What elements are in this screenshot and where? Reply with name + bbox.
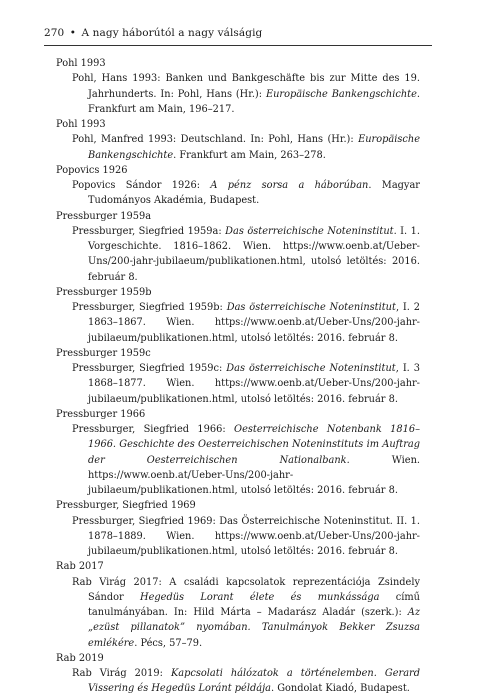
reference-text: Popovics Sándor 1926: bbox=[72, 180, 211, 191]
reference-text: Rab Virág 2019: bbox=[72, 668, 171, 679]
reference-text: . Frankfurt am Main, 196–217. bbox=[88, 88, 420, 115]
reference-text: . Pécs, 57–79. bbox=[134, 637, 203, 649]
reference-title-italic: Hegedüs Lorant élete és munkássága bbox=[140, 591, 380, 603]
reference-title-italic: A pénz sorsa a háborúban bbox=[210, 180, 369, 191]
reference-text: Pressburger, Siegfried 1959b: bbox=[72, 302, 227, 313]
reference-key: Pressburger 1959c bbox=[56, 347, 151, 359]
reference-text: . Magyar Tudományos Akadémia, Budapest. bbox=[88, 180, 420, 207]
reference-title-italic: Das österreichische Noteninstitut bbox=[226, 302, 396, 313]
reference-title-italic: Das österreichische Noteninstitut bbox=[225, 225, 394, 237]
reference-entry bbox=[56, 300, 420, 346]
reference-key: Popovics 1926 bbox=[56, 164, 128, 176]
reference-text: . Gondolat Kiadó, Budapest. bbox=[270, 683, 410, 695]
reference-entry bbox=[56, 361, 420, 407]
running-title: A nagy háborútól a nagy válságig bbox=[81, 27, 263, 39]
reference-key: Pressburger, Siegfried 1969 bbox=[56, 500, 196, 512]
reference-text: . I. 1. Vorgeschichte. 1816–1862. Wien. https://www.oenb.at/Ueber-Uns/200-jahr-jubilaeum/publikationen.html, utolsó letöltés: 2016. február 8. bbox=[88, 225, 420, 283]
reference-text: Pohl, Hans 1993: Banken und Bankgeschäfte bis zur Mitte des 19. Jahrhunderts. In: Pohl, Hans (Hr.): bbox=[72, 73, 420, 100]
header-separator: • bbox=[69, 27, 77, 39]
reference-entry bbox=[56, 132, 420, 163]
reference-key: Rab 2019 bbox=[56, 652, 104, 664]
reference-entry bbox=[56, 71, 420, 117]
reference-title-italic: Kapcsolati hálózatok a történelemben. Gerard Vissering és Hegedüs Loránt példája bbox=[88, 668, 420, 695]
reference-entry bbox=[56, 224, 420, 285]
reference-title-italic: Europäische Bankengschichte bbox=[88, 134, 420, 161]
reference-text: című tanulmányában. In: Hild Márta – Madarász Aladár (szerk.): bbox=[88, 591, 420, 618]
reference-entry bbox=[56, 666, 420, 697]
reference-text: . Wien. https://www.oenb.at/Ueber-Uns/200-jahr-jubilaeum/publikationen.html, utolsó letöltés: 2016. február 8. bbox=[88, 454, 420, 496]
reference-title-italic: Europäische Bankengschichte bbox=[265, 88, 417, 100]
running-header bbox=[44, 26, 432, 46]
reference-text: , I. 3 1868–1877. Wien. https://www.oenb.at/Ueber-Uns/200-jahr-jubilaeum/publikationen.html, utolsó letöltés: 2016. február 8. bbox=[88, 363, 421, 405]
reference-key: Pressburger 1966 bbox=[56, 408, 146, 420]
reference-title-italic: Az „ezüst pillanatok” nyomában. Tanulmányok Bekker Zsuzsa emlékére bbox=[88, 607, 420, 649]
reference-text: Pressburger, Siegfried 1959a: bbox=[72, 225, 226, 237]
reference-text: Rab Virág 2017: A családi kapcsolatok reprezentációja Zsindely Sándor bbox=[72, 576, 420, 603]
reference-key: Pohl 1993 bbox=[56, 119, 106, 130]
bibliography-list bbox=[56, 56, 420, 697]
reference-text: Pressburger, Siegfried 1969: Das Österreichische Noteninstitut. II. 1. 1878–1889. Wien. https://www.oenb.at/Ueber-Uns/200-jahr-jubilaeum/publikationen.html, utolsó letöltés: 2016. február 8. bbox=[72, 515, 420, 557]
reference-text: Pohl, Manfred 1993: Deutschland. In: Pohl, Hans (Hr.): bbox=[72, 134, 359, 146]
reference-title-italic: Das österreichische Noteninstitut bbox=[226, 363, 396, 374]
reference-entry bbox=[56, 575, 420, 651]
reference-key: Pressburger 1959a bbox=[56, 210, 152, 222]
reference-text: Pressburger, Siegfried 1959c: bbox=[72, 363, 227, 374]
reference-key: Pohl 1993 bbox=[56, 58, 106, 69]
reference-entry bbox=[56, 514, 420, 560]
reference-entry bbox=[56, 422, 420, 498]
reference-text: . Frankfurt am Main, 263–278. bbox=[173, 149, 326, 161]
page-number: 270 bbox=[44, 27, 65, 39]
reference-text: Pressburger, Siegfried 1966: bbox=[72, 424, 235, 435]
reference-entry bbox=[56, 178, 420, 209]
reference-title-italic: Oesterreichische Notenbank 1816–1966. Geschichte des Oesterreichischen Noteninstituts im Auftrag der Oesterreichischen Nationalbank bbox=[88, 424, 420, 466]
reference-text: , I. 2 1863–1867. Wien. https://www.oenb.at/Ueber-Uns/200-jahr-jubilaeum/publikationen.html, utolsó letöltés: 2016. február 8. bbox=[88, 302, 421, 344]
reference-key: Pressburger 1959b bbox=[56, 286, 152, 298]
reference-key: Rab 2017 bbox=[56, 561, 104, 573]
